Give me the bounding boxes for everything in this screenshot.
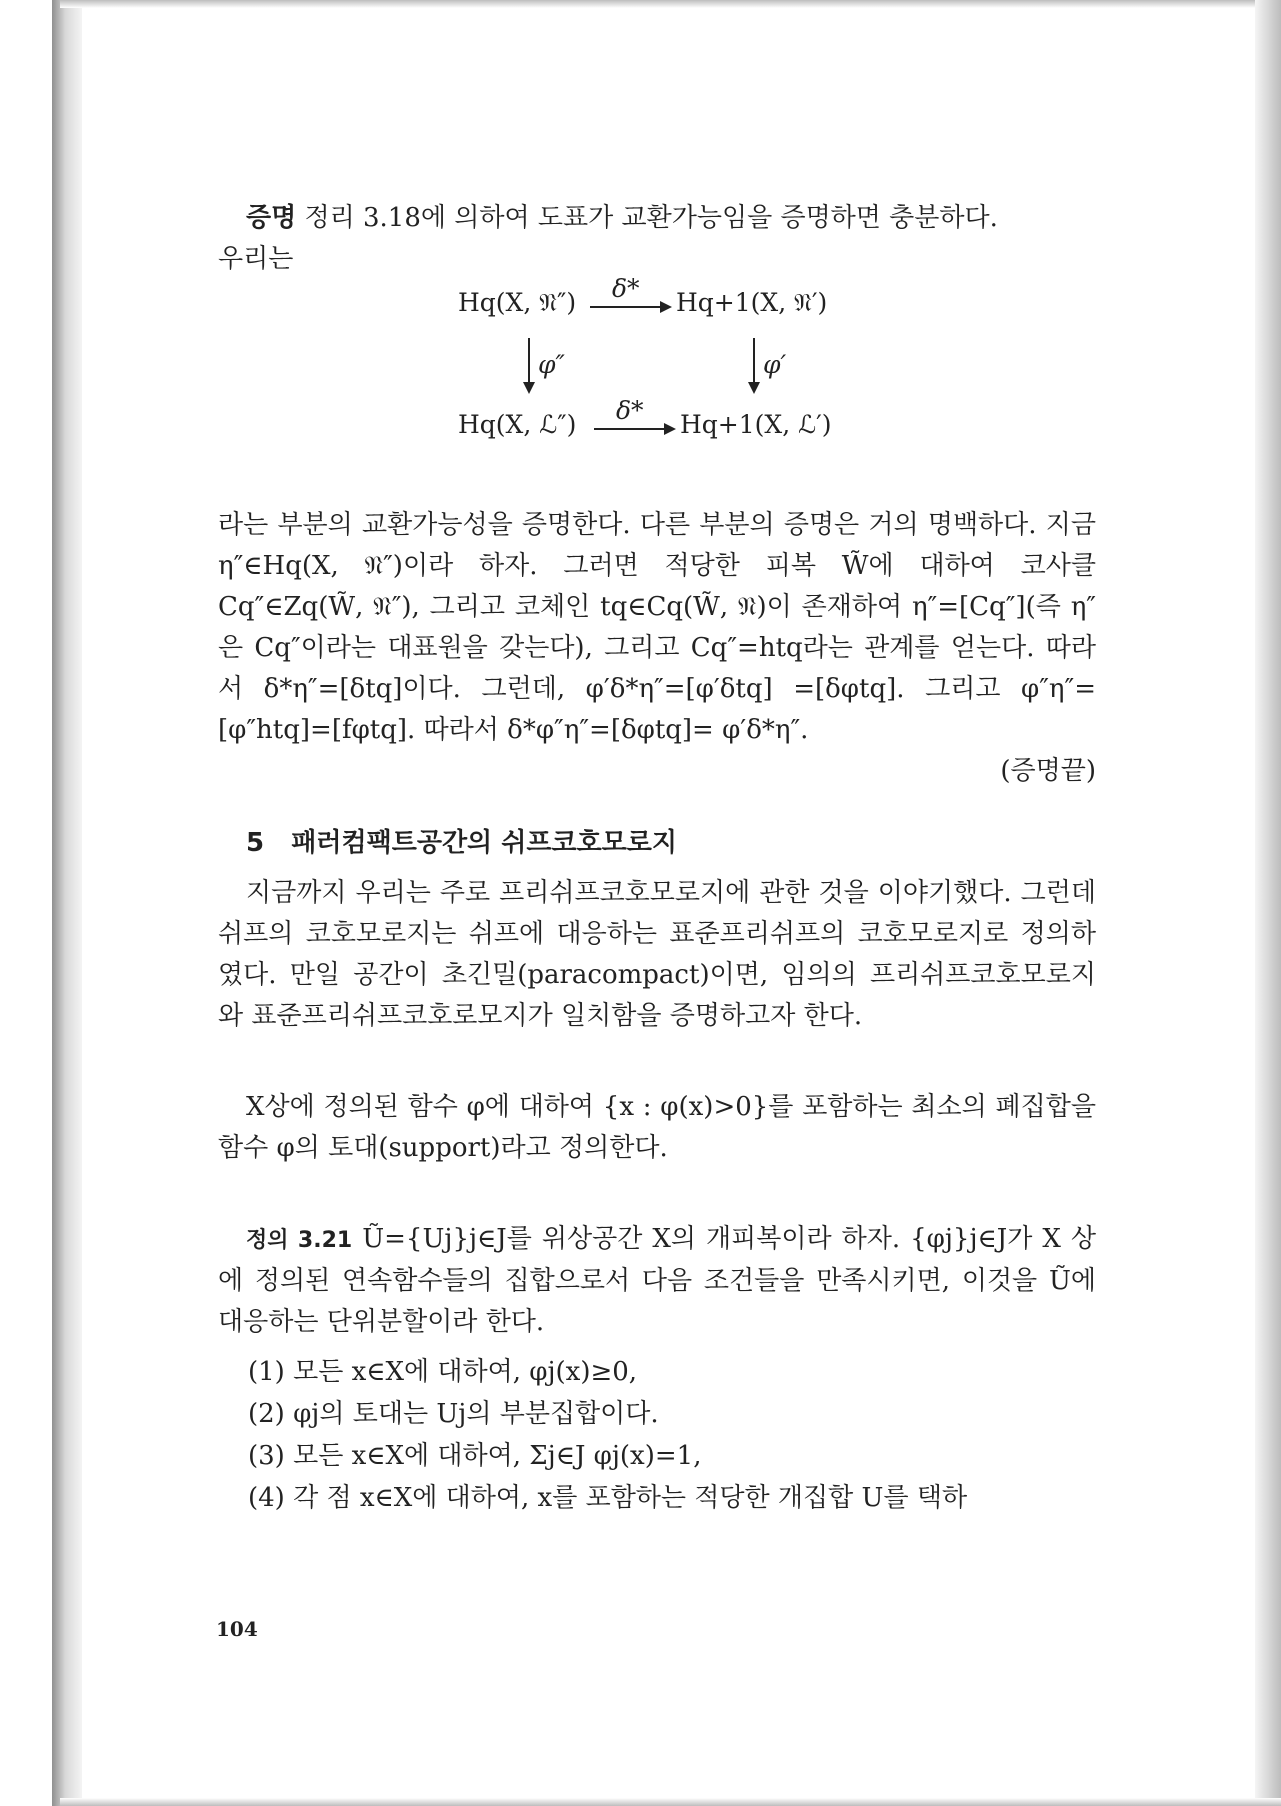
diagram-bottom-right: Hq+1(X, ℒ′) bbox=[680, 410, 832, 439]
condition-1: (1) 모든 x∈X에 대하여, φj(x)≥0, bbox=[248, 1357, 638, 1387]
page-right-shadow bbox=[1255, 0, 1281, 1806]
condition-4: (4) 각 점 x∈X에 대하여, x를 포함하는 적당한 개집합 U를 택하 bbox=[248, 1483, 968, 1513]
spacer bbox=[218, 1169, 1096, 1219]
diagram-top-left: Hq(X, 𝔑″) bbox=[458, 288, 577, 317]
diagram-top-arrow-label: δ* bbox=[612, 274, 640, 303]
page-binding-shadow bbox=[52, 0, 82, 1806]
definition-text: Ũ={Uj}j∈J를 위상공간 X의 개피복이라 하자. {φj}j∈J가 X 상에 정의된 연속함수들의 집합으로서 다음 조건들을 만족시키면, 이것을 Ũ에 대응하는 단위분할이라 한다. bbox=[218, 1224, 1096, 1337]
page-content bbox=[218, 198, 1096, 1519]
page-bottom-edge bbox=[60, 1798, 1281, 1806]
diagram-bottom-arrow-label: δ* bbox=[616, 396, 644, 425]
proof-body: 라는 부분의 교환가능성을 증명한다. 다른 부분의 증명은 거의 명백하다. 지금 η″∈Hq(X, 𝔑″)이라 하자. 그러면 적당한 피복 W̃에 대하여 코사클 Cq″∈Zq(W̃, 𝔑″), 그리고 코체인 tq∈Cq(W̃, 𝔑)이 존재하여 η″=[Cq″](즉 η″은 Cq″이라는 대표원을 갖는다), 그리고 Cq″=htq라는 관계를 얻는다. 따라서 δ*η″=[δtq]이다. 그런데, φ′δ*η″=[φ′δtq] =[δφtq]. 그리고 φ″η″=[φ″htq]=[fφtq]. 따라서 δ*φ″η″=[δφtq]= φ′δ*η″. bbox=[218, 510, 1096, 745]
condition-3: (3) 모든 x∈X에 대하여, Σj∈J φj(x)=1, bbox=[248, 1441, 702, 1471]
diagram-right-arrow bbox=[753, 338, 755, 392]
diagram-left-arrow bbox=[528, 338, 530, 392]
diagram-right-arrow-label: φ′ bbox=[763, 350, 787, 379]
spacer bbox=[218, 1343, 1096, 1351]
section-paragraph: 지금까지 우리는 주로 프리쉬프코호모로지에 관한 것을 이야기했다. 그런데 쉬프의 코호모로지는 쉬프에 대응하는 표준프리쉬프의 코호모로지로 정의하였다. 만일 공간이 초긴밀(paracompact)이면, 임의의 프리쉬프코호모로지와 표준프리쉬프코호로모지가 일치함을 증명하고자 한다. bbox=[218, 878, 1096, 1031]
diagram-left-arrow-label: φ″ bbox=[538, 350, 565, 379]
diagram-bottom-left: Hq(X, ℒ″) bbox=[458, 410, 577, 439]
proof-intro-2: 우리는 bbox=[218, 244, 294, 274]
section-title: 패러컴팩트공간의 쉬프코호모로지 bbox=[291, 828, 678, 858]
definition-paragraph bbox=[218, 1219, 1096, 1343]
proof-intro-text: 정리 3.18에 의하여 도표가 교환가능임을 증명하면 충분하다. bbox=[304, 203, 998, 233]
proof-intro bbox=[218, 198, 1096, 239]
diagram-top-arrow bbox=[590, 306, 670, 308]
diagram-bottom-arrow bbox=[594, 428, 674, 430]
page-number: 104 bbox=[216, 1617, 258, 1641]
definition-label: 정의 3.21 bbox=[246, 1228, 353, 1253]
condition-2: (2) φj의 토대는 Uj의 부분집합이다. bbox=[248, 1399, 659, 1429]
section-number: 5 bbox=[246, 828, 265, 858]
diagram-top-right: Hq+1(X, 𝔑′) bbox=[676, 288, 828, 317]
spacer bbox=[218, 1037, 1096, 1087]
page-top-edge bbox=[60, 0, 1281, 8]
proof-end-mark: (증명끝) bbox=[1000, 756, 1096, 786]
section-heading bbox=[246, 822, 1096, 859]
commutative-diagram bbox=[218, 274, 1096, 495]
support-definition-paragraph: X상에 정의된 함수 φ에 대하여 {x : φ(x)>0}를 포함하는 최소의 폐집합을 함수 φ의 토대(support)라고 정의한다. bbox=[218, 1092, 1096, 1163]
proof-label: 증명 bbox=[246, 203, 297, 233]
